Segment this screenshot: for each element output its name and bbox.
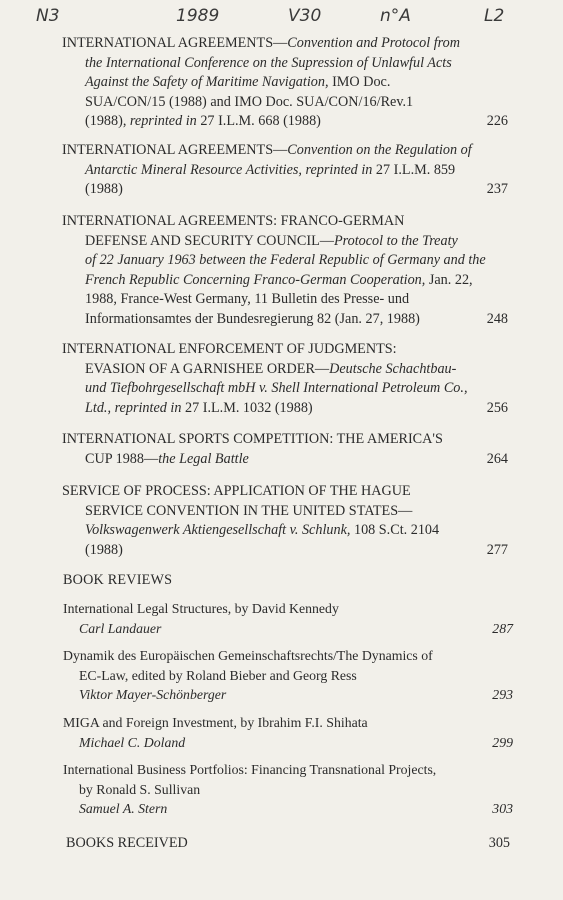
page-number: 305: [488, 835, 510, 851]
page-number: 293: [492, 687, 513, 702]
book-reviews-heading: BOOK REVIEWS: [63, 572, 173, 588]
review-entry: Dynamik des Europäischen Gemeinschaftsrechts/The Dynamics of EC-Law, edited by Roland Bieber and Georg Ress Viktor Mayer-Schönberger 293: [63, 646, 513, 705]
entry-line: INTERNATIONAL AGREEMENTS—Convention and Protocol from: [62, 35, 461, 51]
reviewer-name: Michael C. Doland: [79, 734, 186, 750]
page-number: 299: [492, 734, 513, 750]
page-number: 303: [492, 801, 513, 816]
books-received-entry: [66, 835, 510, 852]
books-received-label: BOOKS RECEIVED: [66, 835, 188, 851]
page-number: 226: [486, 113, 508, 130]
toc-entry: INTERNATIONAL AGREEMENTS—Convention and Protocol from the International Conference on the Supression of Unlawful Acts Against the Safety of Maritime Navigation, IMO Doc. SUA/CON/15 (1988) and IMO Doc. SUA/CON/16/Rev.1 (1988), reprinted in 27 I.L.M. 668 (1988) 226: [62, 34, 508, 132]
page-number: 277: [486, 541, 508, 558]
toc-entry: INTERNATIONAL SPORTS COMPETITION: THE AMERICA'S CUP 1988—the Legal Battle 264: [62, 430, 508, 469]
page-number: 287: [492, 620, 513, 636]
reviewer-name: Viktor Mayer-Schönberger: [79, 687, 227, 702]
handwritten-note-4: n°A: [380, 6, 411, 26]
page-number: 237: [486, 181, 508, 198]
page-number: 264: [486, 450, 508, 467]
toc-entry: INTERNATIONAL ENFORCEMENT OF JUDGMENTS: EVASION OF A GARNISHEE ORDER—Deutsche Schachtbau- und Tiefbohrgesellschaft mbH v. Shell International Petroleum Co., Ltd., reprinted in 27 I.L.M. 1032 (1988) 256: [62, 340, 508, 418]
handwritten-note-3: V30: [288, 6, 322, 26]
review-entry: International Legal Structures, by David Kennedy Carl Landauer 287: [63, 599, 513, 638]
handwritten-note-1: N3: [36, 6, 60, 26]
page-number: 256: [486, 399, 508, 416]
reviewer-name: Samuel A. Stern: [79, 801, 168, 816]
reviewer-name: Carl Landauer: [79, 620, 162, 636]
review-entry: MIGA and Foreign Investment, by Ibrahim F.I. Shihata Michael C. Doland 299: [63, 713, 513, 752]
toc-entry: SERVICE OF PROCESS: APPLICATION OF THE HAGUE SERVICE CONVENTION IN THE UNITED STATES— Volkswagenwerk Aktiengesellschaft v. Schlunk, 108 S.Ct. 2104 (1988) 277: [62, 482, 508, 560]
handwritten-note-2: 1989: [176, 6, 220, 26]
review-entry: International Business Portfolios: Financing Transnational Projects, by Ronald S. Sullivan Samuel A. Stern 303: [63, 760, 513, 819]
toc-entry: INTERNATIONAL AGREEMENTS: FRANCO-GERMAN DEFENSE AND SECURITY COUNCIL—Protocol to the Treaty of 22 January 1963 between the Federal Republic of Germany and the French Republic Concerning Franco-German Cooperation, Jan. 22, 1988, France-West Germany, 11 Bulletin des Presse- und Informationsamtes der Bundesregierung 82 (Jan. 27, 1988) 248: [62, 212, 508, 330]
page-number: 248: [486, 310, 508, 327]
toc-entry: INTERNATIONAL AGREEMENTS—Convention on the Regulation of Antarctic Mineral Resource Activities, reprinted in 27 I.L.M. 859 (1988) 237: [62, 141, 508, 200]
handwritten-note-5: L2: [484, 6, 505, 26]
